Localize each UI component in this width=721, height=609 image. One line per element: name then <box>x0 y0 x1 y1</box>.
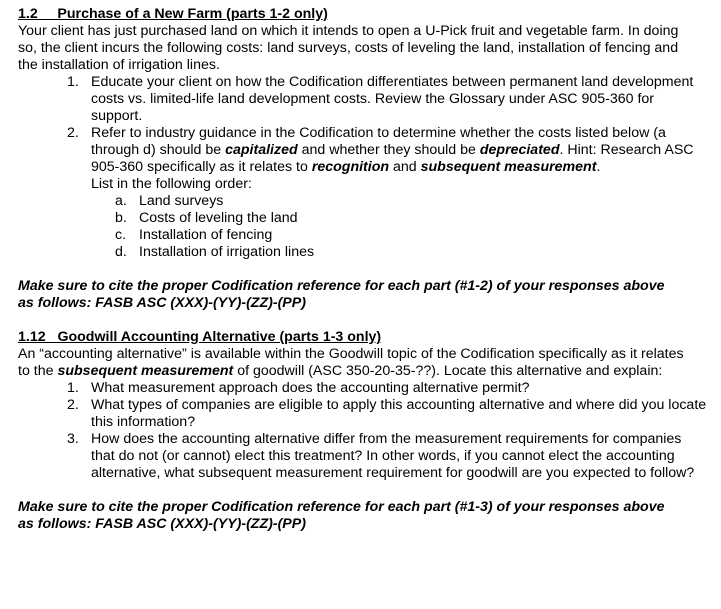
sub-item-letter: a. <box>115 193 127 209</box>
sub-item-letter: b. <box>115 210 127 226</box>
sub-item-c <box>18 227 708 244</box>
question-text: What measurement approach does the accounting alternative permit? <box>91 380 530 396</box>
question-list-goodwill <box>18 380 708 482</box>
list-intro: List in the following order: <box>91 176 252 192</box>
sub-item-letter: c. <box>115 227 127 243</box>
sub-item-text: Installation of irrigation lines <box>139 244 315 260</box>
sub-item-text: Land surveys <box>139 193 224 209</box>
text-run: . Hint: Research ASC 905-360 specifically as it relates to <box>91 142 694 175</box>
emphasis-subsequent-measurement: subsequent measurement <box>420 159 597 175</box>
question-number: 1. <box>67 74 79 90</box>
question-number: 2. <box>67 397 79 413</box>
citation-note-goodwill: Make sure to cite the proper Codification reference for each part (#1-3) of your responses above as follows: FASB ASC (XXX)-(YY)-(ZZ)-(PP) <box>18 499 665 532</box>
section-intro-goodwill <box>18 346 688 380</box>
sub-item-b <box>18 210 708 227</box>
question-text: What types of companies are eligible to apply this accounting alternative and where did you locate this information? <box>91 397 707 430</box>
sub-item-a <box>18 193 708 210</box>
question-text: How does the accounting alternative differ from the measurement requirements for companies that do not (or cannot) elect this treatment? In other words, if you cannot elect the accounting alternative, what subsequent measurement requirement for goodwill are you expected to follow? <box>91 431 695 481</box>
sub-item-d <box>18 244 708 261</box>
section-spacer <box>18 312 708 329</box>
text-run: Refer to industry guidance in the Codification to determine whether the costs listed below (a through d) should be <box>91 125 666 158</box>
section-heading-farm: 1.2 Purchase of a New Farm (parts 1-2 only) <box>18 6 328 22</box>
question-list-farm <box>18 74 708 176</box>
question-item-1 <box>18 380 708 397</box>
text-run: and whether they should be <box>297 142 480 158</box>
sub-item-letter: d. <box>115 244 127 260</box>
sub-item-text: Installation of fencing <box>139 227 273 243</box>
question-item-2 <box>18 397 708 431</box>
question-item-2 <box>18 125 708 176</box>
text-run: of goodwill (ASC 350-20-35-??). Locate this alternative and explain: <box>233 363 663 379</box>
question-text: Educate your client on how the Codification differentiates between permanent land development costs vs. limited-life land development costs. Review the Glossary under ASC 905-360 for support. <box>91 74 694 124</box>
question-item-3 <box>18 431 708 482</box>
question-number: 2. <box>67 125 79 141</box>
text-run: . <box>596 159 601 175</box>
text-run: and <box>389 159 421 175</box>
sub-item-text: Costs of leveling the land <box>139 210 298 226</box>
text-run: An “accounting alternative” is available within the Goodwill topic of the Codification specifically as it relates to the <box>18 346 684 379</box>
emphasis-capitalized: capitalized <box>225 142 298 158</box>
question-number: 1. <box>67 380 79 396</box>
citation-note-farm: Make sure to cite the proper Codification reference for each part (#1-2) of your responses above as follows: FASB ASC (XXX)-(YY)-(ZZ)-(PP) <box>18 278 665 311</box>
emphasis-recognition: recognition <box>311 159 390 175</box>
question-item-1 <box>18 74 708 125</box>
emphasis-subsequent-measurement: subsequent measurement <box>57 363 234 379</box>
document-page <box>18 6 708 533</box>
question-text <box>91 125 694 175</box>
section-intro-farm: Your client has just purchased land on which it intends to open a U-Pick fruit and vegetable farm. In doing so, the client incurs the following costs: land surveys, costs of leveling the land, installation of fencing and the installation of irrigation lines. <box>18 23 679 73</box>
question-number: 3. <box>67 431 79 447</box>
section-heading-goodwill: 1.12 Goodwill Accounting Alternative (parts 1-3 only) <box>18 329 382 345</box>
cost-sublist <box>18 193 708 261</box>
emphasis-depreciated: depreciated <box>479 142 560 158</box>
